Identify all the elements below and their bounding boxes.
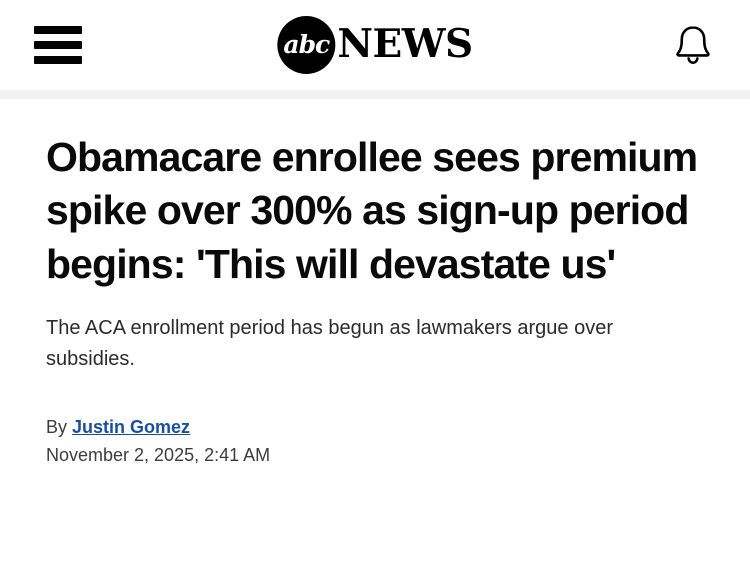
site-header (0, 0, 750, 90)
article-timestamp: November 2, 2025, 2:41 AM (46, 444, 271, 465)
header-divider (0, 90, 750, 99)
article-body (0, 99, 750, 574)
abc-logo-wordmark: NEWS (337, 20, 473, 67)
byline (46, 417, 704, 438)
hamburger-menu-icon[interactable] (34, 26, 82, 64)
hamburger-bar (34, 56, 82, 64)
abc-news-logo[interactable] (277, 16, 472, 74)
article-subhead: The ACA enrollment period has begun as lawmakers argue over subsidies. (46, 316, 613, 370)
bell-icon[interactable] (670, 22, 716, 68)
abc-logo-mark-text: abc (283, 29, 330, 59)
hamburger-bar (34, 26, 82, 34)
author-link[interactable]: Justin Gomez (72, 416, 191, 437)
byline-prefix: By (46, 416, 68, 437)
abc-logo-mark (277, 16, 335, 74)
hamburger-bar (34, 41, 82, 49)
page-title: Obamacare enrollee sees premium spike over 300% as sign-up period begins: 'This will devastate us' (46, 134, 698, 287)
